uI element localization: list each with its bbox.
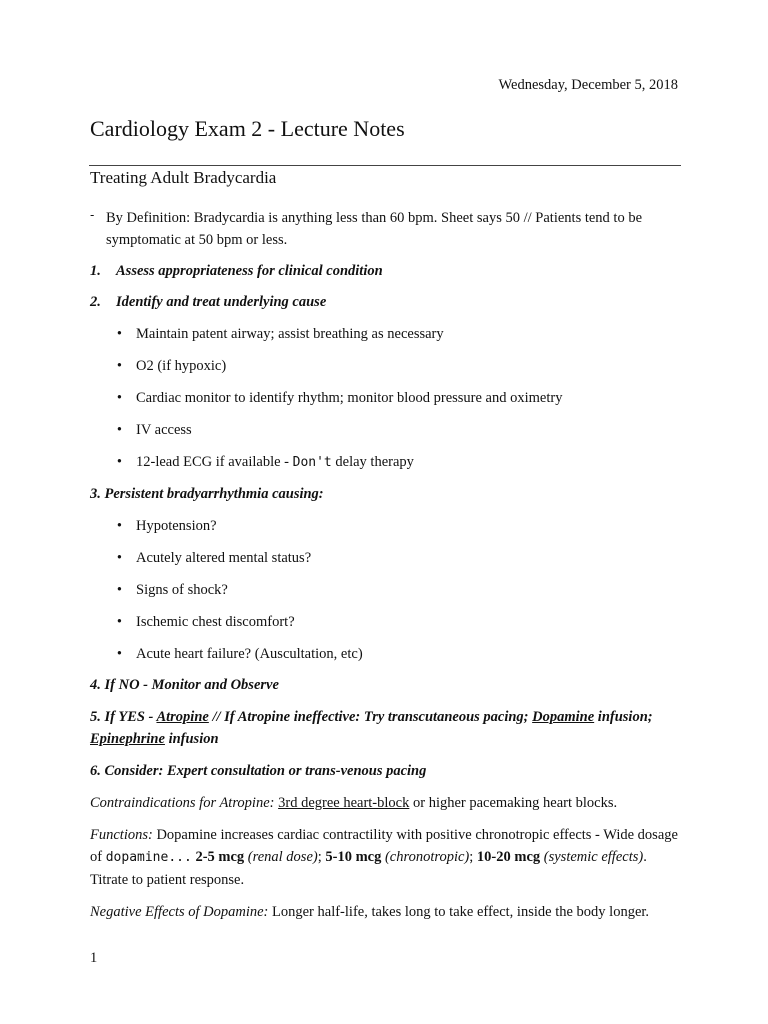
functions-paragraph: Functions: Dopamine increases cardiac contractility with positive chronotropic effects - Wide dosage of dopamine... 2-5 mcg (renal dose); 5-10 mcg (chronotropic); 10-20 mcg (systemic effects). Titrate to patient response. bbox=[90, 827, 678, 888]
dash-marker: - bbox=[90, 208, 95, 222]
list-item: • 12-lead ECG if available - Don't delay therapy bbox=[116, 454, 414, 470]
list-item: • Maintain patent airway; assist breathing as necessary bbox=[116, 326, 444, 342]
list-item: • Acutely altered mental status? bbox=[116, 550, 312, 566]
list-item: • Acute heart failure? (Auscultation, etc) bbox=[116, 646, 363, 662]
step-3-list bbox=[90, 515, 682, 665]
list-item: • Cardiac monitor to identify rhythm; monitor blood pressure and oximetry bbox=[116, 390, 563, 406]
dopamine-term: Dopamine bbox=[532, 709, 595, 725]
document-title: Cardiology Exam 2 - Lecture Notes bbox=[90, 116, 405, 141]
step-number: 1. bbox=[90, 263, 101, 279]
epinephrine-term: Epinephrine bbox=[90, 731, 165, 747]
step-5: 5. If YES - Atropine // If Atropine ineffective: Try transcutaneous pacing; Dopamine infusion; Epinephrine infusion bbox=[90, 709, 653, 747]
list-item: • O2 (if hypoxic) bbox=[116, 358, 227, 374]
step-number: 2. bbox=[90, 294, 101, 310]
list-item: • Hypotension? bbox=[116, 518, 217, 534]
paragraph-label: Negative Effects of Dopamine: bbox=[90, 904, 269, 920]
list-item: • IV access bbox=[116, 422, 192, 438]
title-divider bbox=[89, 165, 681, 166]
notes-body bbox=[90, 207, 682, 923]
step-2 bbox=[90, 291, 682, 313]
section-heading: Treating Adult Bradycardia bbox=[90, 168, 277, 187]
step-3-heading: 3. Persistent bradyarrhythmia causing: bbox=[90, 486, 324, 502]
definition-text: By Definition: Bradycardia is anything less than 60 bpm. Sheet says 50 // Patients tend to be symptomatic at 50 bpm or less. bbox=[106, 210, 643, 248]
document-date: Wednesday, December 5, 2018 bbox=[498, 77, 678, 93]
negative-effects-paragraph: Negative Effects of Dopamine: Longer half-life, takes long to take effect, inside the body longer. bbox=[90, 904, 650, 920]
step-text: Identify and treat underlying cause bbox=[116, 294, 327, 310]
step-1 bbox=[90, 260, 682, 282]
list-item: • Ischemic chest discomfort? bbox=[116, 614, 295, 630]
step-4: 4. If NO - Monitor and Observe bbox=[90, 677, 279, 693]
step-text: Assess appropriateness for clinical condition bbox=[116, 263, 383, 279]
step-6: 6. Consider: Expert consultation or trans-venous pacing bbox=[90, 763, 427, 779]
step-2-list bbox=[90, 323, 682, 474]
page-number: 1 bbox=[90, 950, 98, 966]
definition-item bbox=[90, 207, 682, 251]
atropine-term: Atropine bbox=[156, 709, 209, 725]
heart-block-term: 3rd degree heart-block bbox=[278, 795, 410, 811]
list-item: • Signs of shock? bbox=[116, 582, 228, 598]
paragraph-label: Contraindications for Atropine: bbox=[90, 795, 275, 811]
paragraph-label: Functions: bbox=[90, 827, 153, 843]
contraindications-paragraph: Contraindications for Atropine: 3rd degree heart-block or higher pacemaking heart blocks. bbox=[90, 795, 618, 811]
